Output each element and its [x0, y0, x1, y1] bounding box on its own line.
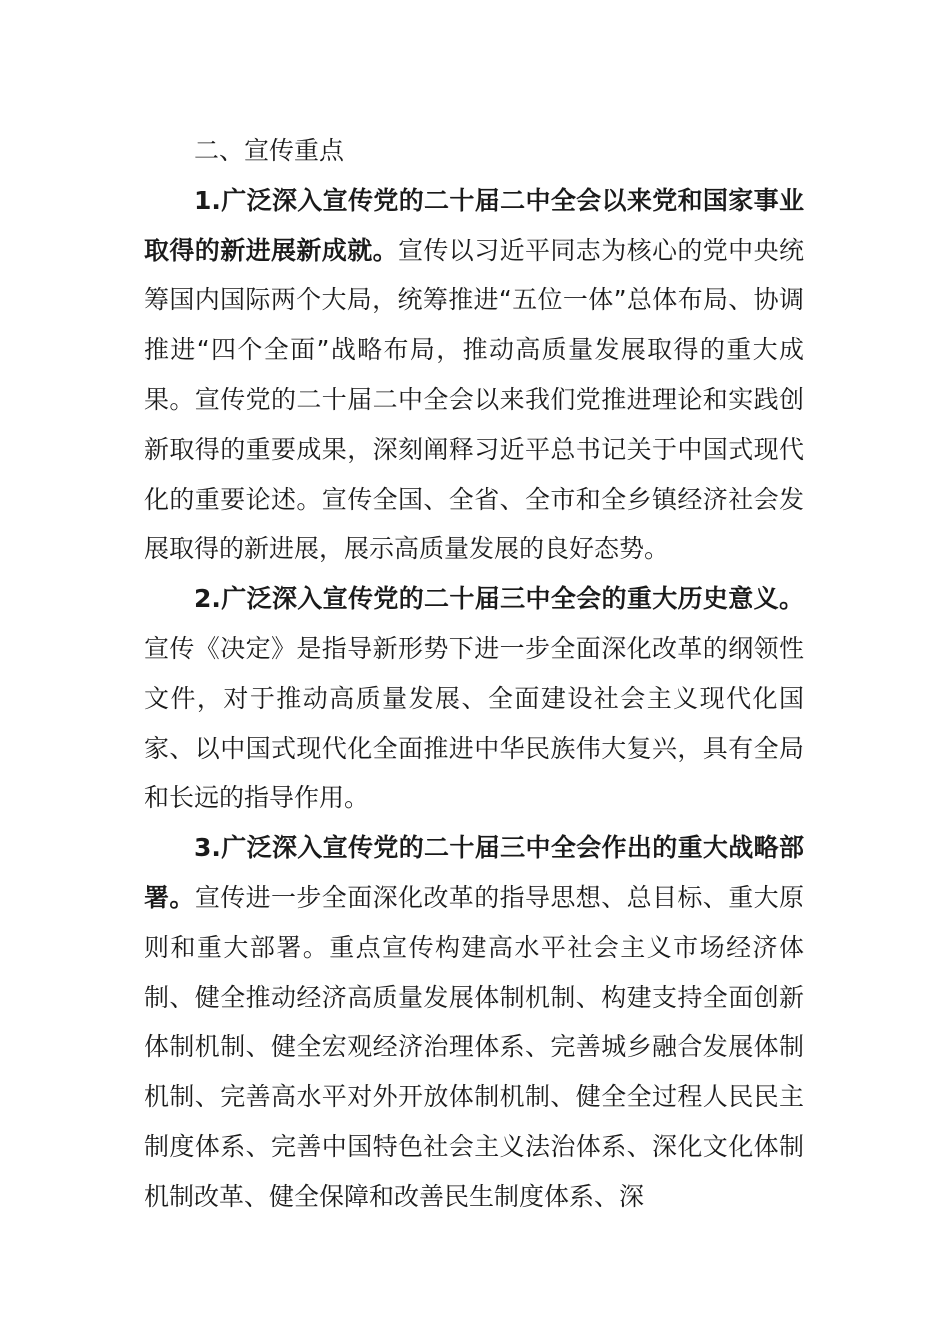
item-1-body: 宣传以习近平同志为核心的党中央统筹国内国际两个大局，统筹推进“五位一体”总体布局、协调推进“四个全面”战略布局，推动高质量发展取得的重大成果。宣传党的二十届二中全会以来我们党推进理论和实践创新取得的重要成果，深刻阐释习近平总书记关于中国式现代化的重要论述。宣传全国、全省、全市和全乡镇经济社会发展取得的新进展，展示高质量发展的良好态势。	[144, 235, 804, 564]
paragraph-item-2	[144, 574, 804, 823]
section-heading: 二、宣传重点	[194, 136, 345, 165]
paragraph-item-3	[144, 823, 804, 1221]
item-3-body: 宣传进一步全面深化改革的指导思想、总目标、重大原则和重大部署。重点宣传构建高水平社会主义市场经济体制、健全推动经济高质量发展体制机制、构建支持全面创新体制机制、健全宏观经济治理体系、完善城乡融合发展体制机制、完善高水平对外开放体制机制、健全全过程人民民主制度体系、完善中国特色社会主义法治体系、深化文化体制机制改革、健全保障和改善民生制度体系、深	[144, 882, 804, 1211]
item-2-lead: 2.广泛深入宣传党的二十届三中全会的重大历史意义。	[194, 584, 804, 614]
paragraph-item-1	[144, 176, 804, 574]
document-body	[144, 126, 804, 1222]
item-1-lead: 1.广泛深入宣传党的二十届二中全会以来党和国家事业取得的新进展新成就。	[144, 185, 804, 265]
item-3-lead: 3.广泛深入宣传党的二十届三中全会作出的重大战略部署。	[144, 833, 804, 912]
item-2-body: 宣传《决定》是指导新形势下进一步全面深化改革的纲领性文件，对于推动高质量发展、全面建设社会主义现代化国家、以中国式现代化全面推进中华民族伟大复兴，具有全局和长远的指导作用。	[144, 633, 804, 813]
